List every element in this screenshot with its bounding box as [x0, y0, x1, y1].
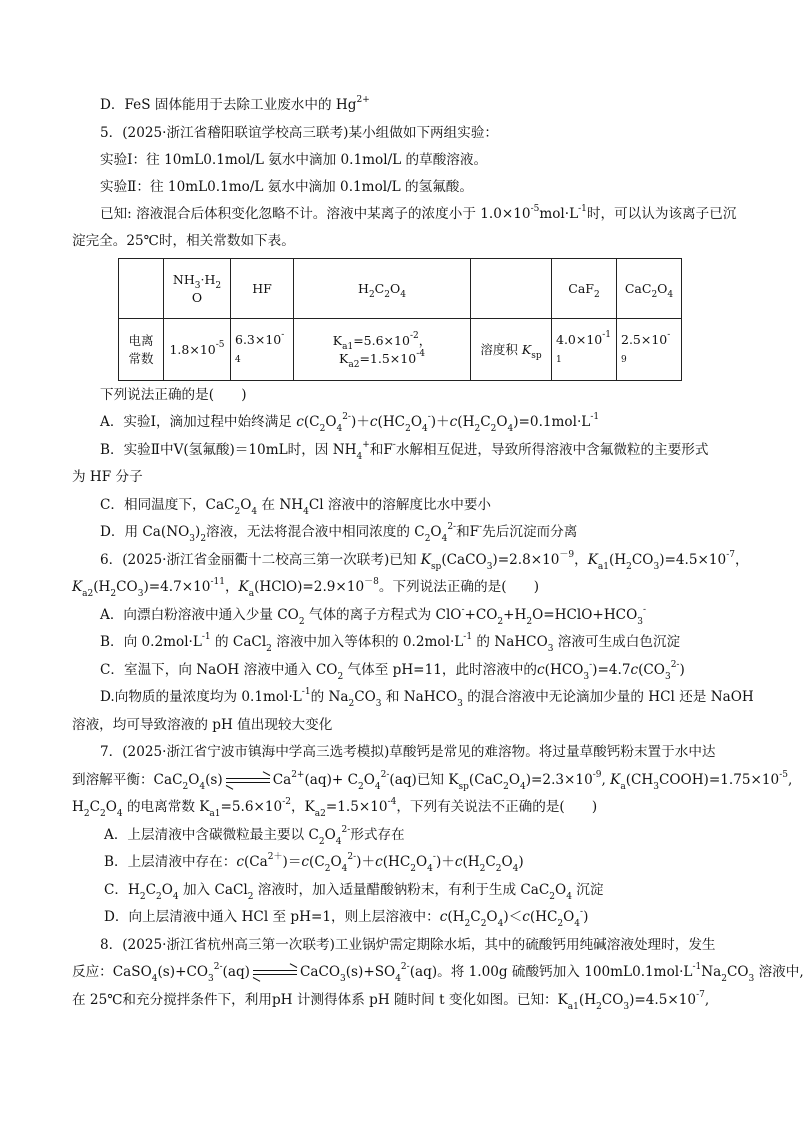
q7-option-b: B．上层清液中存在：$c(Ca^{2+})=c(C_2O_4^{2-})+c(HC_2O_4^-)+c(H_2C_2O_4)$ — [104, 852, 524, 874]
q7-option-c: C．$H_2C_2O_4$ 加入 CaCl$_2$ 溶液时，加入适量醋酸钠粉末，有利于生成 $CaC_2O_4$ 沉淀 — [104, 882, 604, 902]
q8-stem-line-3: 在 25℃和充分搅拌条件下，利用pH 计测得体系 pH 随时间 t 变化如图。已知：$K_{a1}(H_2CO_3)=4.5\times 10^{-7}$, — [72, 990, 710, 1012]
q7-option-d: D．向上层清液中通入 HCl 至 pH=1，则上层溶液中：$c(H_2C_2O_4)<c(HC_2O_4^-)$ — [104, 907, 589, 929]
table-row-label: 电离 常数 — [119, 319, 164, 381]
constants-table — [118, 258, 682, 381]
table-header-empty — [471, 259, 552, 319]
table-header-nh3h2o: $NH_3\cdot H_2$ O — [164, 259, 231, 319]
q6-option-d-line-1: D.向物质的量浓度均为 $0.1mol\cdot L^{-1}$的 $Na_2CO_3$ 和 NaHCO$_3$ 的混合溶液中无论滴加少量的 HCl 还是 NaOH — [100, 687, 754, 709]
q5-option-a: A．实验Ⅰ，滴加过程中始终满足 $c(C_2O_4^{2-})+c(HC_2O_4^-)+c(H_2C_2O_4)=0.1mol\cdot L^{-1}$ — [100, 412, 600, 434]
q5-ask: 下列说法正确的是( ) — [100, 387, 247, 403]
q6-option-d-line-2: 溶液，均可导致溶液的 pH 值出现较大变化 — [72, 717, 333, 733]
q5-experiment-2: 实验Ⅱ：往 10mL0.1mo/L 氨水中滴加 0.1mol/L 的氢氟酸。 — [100, 179, 473, 195]
table-header-hf: HF — [231, 259, 294, 319]
q5-known-line-1: 已知: 溶液混合后体积变化忽略不计。溶液中某离子的浓度小于 $1.0\times 10^{-5}mol\cdot L^{-1}$时，可以认为该离子已沉 — [100, 204, 737, 222]
q8-stem-line-2: 反应：$CaSO_4(s)+CO_3^{2-}(aq)$ $CaCO_3(s)+SO_4^{2-}(aq)$。将 1.00g 硫酸钙加入 $100mL0.1mol\cdot L^{-1}Na_2CO_3$ 溶液中, — [72, 962, 804, 984]
q6-stem-line-2: $K_{a2}(H_2CO_3)=4.7\times 10^{-11}$，$K_a(HClO)=2.9\times 10^{-8}$。下列说法正确的是( ) — [72, 577, 539, 599]
table-header-caf2: CaF$_2$ — [552, 259, 617, 319]
q4-option-d: D．FeS 固体能用于去除工业废水中的 $Hg^{2+}$ — [100, 95, 370, 113]
q5-option-b-line-1: B．实验Ⅱ中V(氢氟酸)＝10mL时，因 $NH_4^+$和F-水解相互促进，导致所得溶液中含氟微粒的主要形式 — [100, 440, 709, 462]
q5-experiment-1: 实验Ⅰ：往 10mL0.1mol/L 氨水中滴加 0.1mol/L 的草酸溶液。 — [100, 152, 488, 168]
q7-stem-line-1: 7．(2025·浙江省宁波市镇海中学高三选考模拟)草酸钙是常见的难溶物。将过量草酸钙粉末置于水中达 — [100, 744, 716, 760]
q5-option-c: C．相同温度下，$CaC_2O_4$ 在 $NH_4Cl$ 溶液中的溶解度比水中要小 — [100, 497, 492, 517]
table-corner-cell — [119, 259, 164, 319]
table-value-hf: 6.3×10- 4 — [231, 319, 294, 381]
q8-stem-line-1: 8．(2025·浙江省杭州高三第一次联考)工业锅炉需定期除水垢，其中的硫酸钙用纯碱溶液处理时，发生 — [100, 937, 716, 953]
q7-option-a: A．上层清液中含碳微粒最主要以 $C_2O_4^{2-}$形式存在 — [104, 825, 405, 847]
q5-option-d: D．用 $Ca(NO_3)_2$溶液，无法将混合液中相同浓度的 $C_2O_4^{2-}$和F-先后沉淀而分离 — [100, 522, 578, 544]
q7-stem-line-2: 到溶解平衡：$CaC_2O_4(s)$ $Ca^{2+}(aq)+ C_2O_4^{2-}(aq)$已知 $K_{sp}(CaC_2O_4)=2.3\times 10^{-9}$, $K_a(CH_3COOH)=1.75\times 10^{-5}$, — [72, 770, 793, 792]
q5-known-line-2: 淀完全。25℃时，相关常数如下表。 — [72, 233, 295, 249]
q7-stem-line-3: $H_2C_2O_4$ 的电离常数 $K_{a1}=5.6\times 10^{-2}$，$K_{a2}=1.5\times 10^{-4}$，下列有关说法不正确的是( ) — [72, 797, 598, 819]
table-value-cac2o4: 2.5×10- 9 — [617, 319, 682, 381]
q6-option-c: C．室温下，向 NaOH 溶液中通入 $CO_2$ 气体至 pH=11，此时溶液中的$c(HCO_3^-)=4.7c(CO_3^{2-})$ — [100, 660, 685, 682]
table-value-h2c2o4: $K_{a1}=5.6\times 10^{-2}$，$K_{a2}=1.5\times 10^{-4}$ — [294, 319, 471, 381]
q6-option-b: B．向 $0.2mol\cdot L^{-1}$ 的 CaCl$_2$ 溶液中加入等体积的 $0.2mol\cdot L^{-1}$ 的 NaHCO$_3$ 溶液可生成白色沉淀 — [100, 632, 681, 654]
table-header-cac2o4: $CaC_2O_4$ — [617, 259, 682, 319]
table-header-h2c2o4: $H_2C_2O_4$ — [294, 259, 471, 319]
equilibrium-arrow-icon — [253, 968, 297, 978]
table-value-nh3h2o: $1.8\times 10^{-5}$ — [164, 319, 231, 381]
equilibrium-arrow-icon — [226, 776, 270, 786]
q6-stem-line-1: 6．(2025·浙江省金丽衢十二校高三第一次联考)已知 $K_{sp}(CaCO_3)=2.8\times 10^{-9}$，$K_{a1}(H_2CO_3)=4.5\times 10^{-7}$， — [100, 550, 749, 572]
q5-option-b-line-2: 为 HF 分子 — [72, 469, 143, 485]
q6-option-a: A．向漂白粉溶液中通入少量 $CO_2$ 气体的离子方程式为 $ClO^-+CO_2+H_2O=HClO+HCO_3^-$ — [100, 605, 646, 627]
table-value-ksp-label: 溶度积 $K_{sp}$ — [471, 319, 552, 381]
q5-stem: 5．(2025·浙江省稽阳联谊学校高三联考)某小组做如下两组实验： — [100, 125, 499, 141]
table-value-caf2: $4.0\times 10^{-1}$ 1 — [552, 319, 617, 381]
